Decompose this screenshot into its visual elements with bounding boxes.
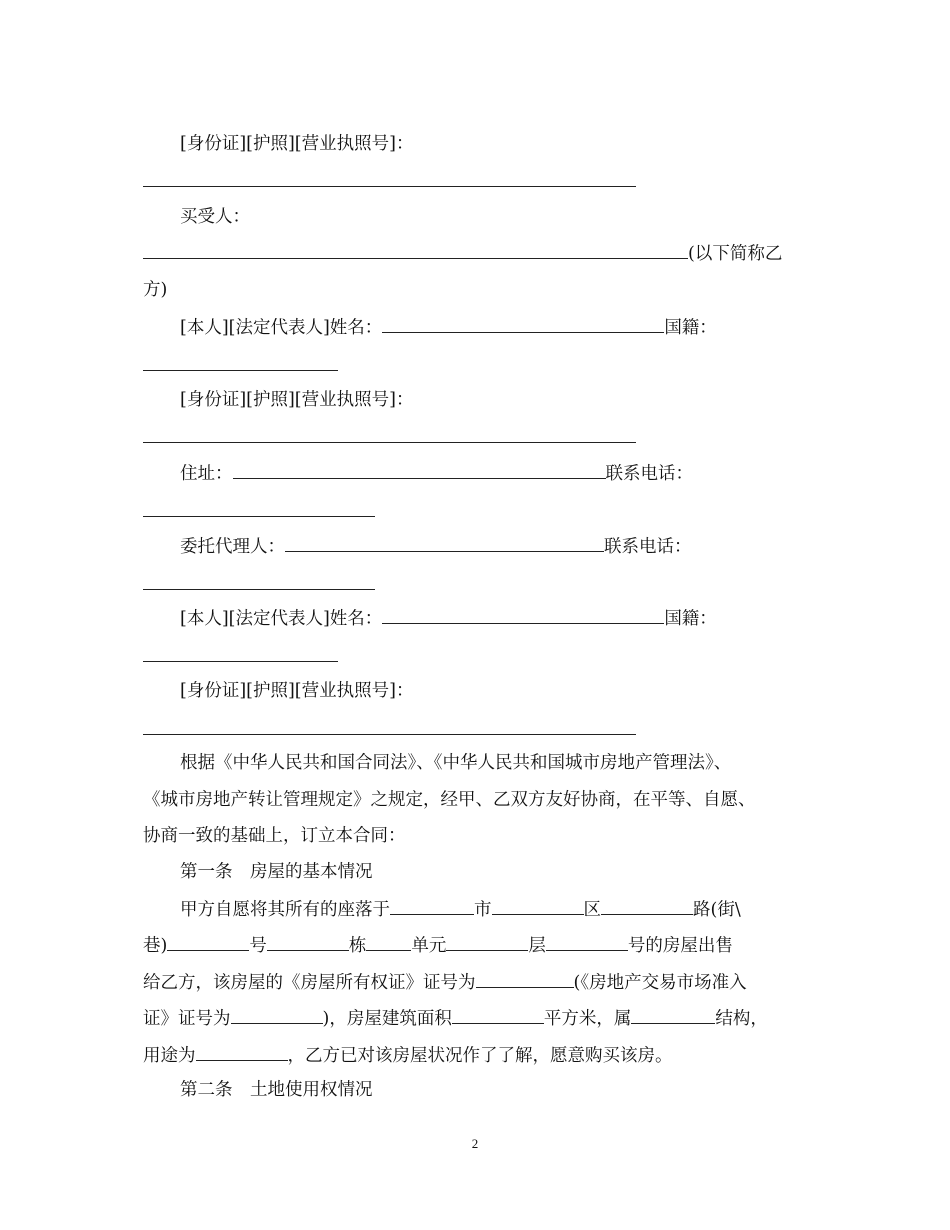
- a1-text: 层: [528, 936, 546, 956]
- area-blank: [452, 1006, 544, 1024]
- basis-line-1: [180, 751, 731, 775]
- rep-name-blank: [382, 606, 664, 624]
- fill-blank-rule: [143, 186, 636, 187]
- ownership-cert-blank: [476, 970, 574, 988]
- agent-label: 委托代理人：: [180, 537, 285, 557]
- nationality-label: 国籍：: [664, 609, 717, 629]
- id-number-line-3: [180, 679, 413, 703]
- buyer-abbrev-text: (以下简称乙: [688, 244, 783, 264]
- buyer-line: [180, 205, 250, 229]
- basis-text-1: 根据《中华人民共和国合同法》、《中华人民共和国城市房地产管理法》、: [180, 753, 732, 773]
- a1-text: 结构，: [715, 1009, 768, 1029]
- id-label: [身份证][护照][营业执照号]：: [180, 390, 414, 410]
- article-1-line-5: [143, 1043, 673, 1068]
- nationality-blank-rule: [143, 661, 338, 662]
- rep-name-line-2: [180, 606, 717, 631]
- a1-text: 市: [474, 900, 492, 920]
- nationality-label: 国籍：: [664, 318, 717, 338]
- a1-text: 用途为: [143, 1046, 196, 1066]
- buyer-name-blank: [143, 241, 688, 259]
- agent-blank: [285, 534, 604, 552]
- a1-text: 巷): [143, 936, 168, 956]
- a1-text: 单元: [411, 936, 447, 956]
- address-label: 住址：: [180, 464, 233, 484]
- a1-text: 号: [249, 936, 267, 956]
- id-number-line-2: [180, 388, 413, 412]
- rep-name-line-1: [180, 315, 717, 340]
- basis-text-2: 《城市房地产转让管理规定》之规定，经甲、乙双方友好协商，在平等、自愿、: [143, 790, 756, 810]
- id-label: [身份证][护照][营业执照号]：: [180, 134, 414, 154]
- article-1-line-1: [180, 897, 741, 922]
- road-blank: [601, 897, 693, 915]
- article-2-heading: [180, 1078, 373, 1102]
- phone-blank-rule: [143, 589, 375, 590]
- floor-blank: [446, 933, 528, 951]
- id-label: [身份证][护照][营业执照号]：: [180, 681, 414, 701]
- a1-text: )，房屋建筑面积: [322, 1009, 452, 1029]
- buyer-abbrev-cont-text: 方): [143, 280, 168, 300]
- fill-blank-rule: [143, 734, 636, 735]
- rep-name-blank: [382, 315, 664, 333]
- a1-text: ，乙方已对该房屋状况作了了解，愿意购买该房。: [287, 1046, 673, 1066]
- unit-blank: [366, 933, 411, 951]
- article-1-heading: [180, 860, 373, 884]
- room-blank: [546, 933, 628, 951]
- basis-line-2: [143, 788, 756, 812]
- a1-text: (《房地产交易市场准入: [573, 973, 747, 993]
- district-blank: [492, 897, 584, 915]
- a1-text: 平方米，属: [543, 1009, 632, 1029]
- address-blank: [233, 461, 606, 479]
- id-number-line-1: [180, 132, 413, 156]
- phone-label: 联系电话：: [604, 537, 692, 557]
- address-line: [180, 461, 693, 486]
- a1-text: 证》证号为: [143, 1009, 231, 1029]
- building-blank: [267, 933, 349, 951]
- buyer-blank-line: [143, 241, 782, 266]
- fill-blank-rule: [143, 442, 636, 443]
- a1-text: 号的房屋出售: [627, 936, 733, 956]
- agent-line: [180, 534, 692, 559]
- article-1-line-4: [143, 1006, 768, 1031]
- a1-text: 给乙方，该房屋的《房屋所有权证》证号为: [143, 973, 476, 993]
- basis-line-3: [143, 824, 406, 848]
- nationality-blank-rule: [143, 370, 338, 371]
- page-number: 2: [471, 1136, 479, 1151]
- a1-text: 区: [583, 900, 601, 920]
- market-cert-blank: [231, 1006, 323, 1024]
- buyer-label: 买受人：: [180, 207, 250, 227]
- a1-text: 路(街\: [693, 900, 741, 920]
- number-blank: [167, 933, 249, 951]
- phone-label: 联系电话：: [605, 464, 693, 484]
- a1-text: 甲方自愿将其所有的座落于: [180, 900, 390, 920]
- rep-label: [本人][法定代表人]姓名：: [180, 318, 383, 338]
- article-1-line-3: [143, 970, 747, 995]
- basis-text-3: 协商一致的基础上，订立本合同：: [143, 826, 406, 846]
- article-1-line-2: [143, 933, 733, 958]
- article-1-title: 第一条 房屋的基本情况: [180, 862, 373, 882]
- usage-blank: [196, 1043, 288, 1061]
- article-2-title: 第二条 土地使用权情况: [180, 1080, 373, 1100]
- rep-label: [本人][法定代表人]姓名：: [180, 609, 383, 629]
- buyer-abbrev-cont: [143, 278, 167, 302]
- a1-text: 栋: [348, 936, 367, 956]
- city-blank: [390, 897, 474, 915]
- phone-blank-rule: [143, 516, 375, 517]
- structure-blank: [631, 1006, 715, 1024]
